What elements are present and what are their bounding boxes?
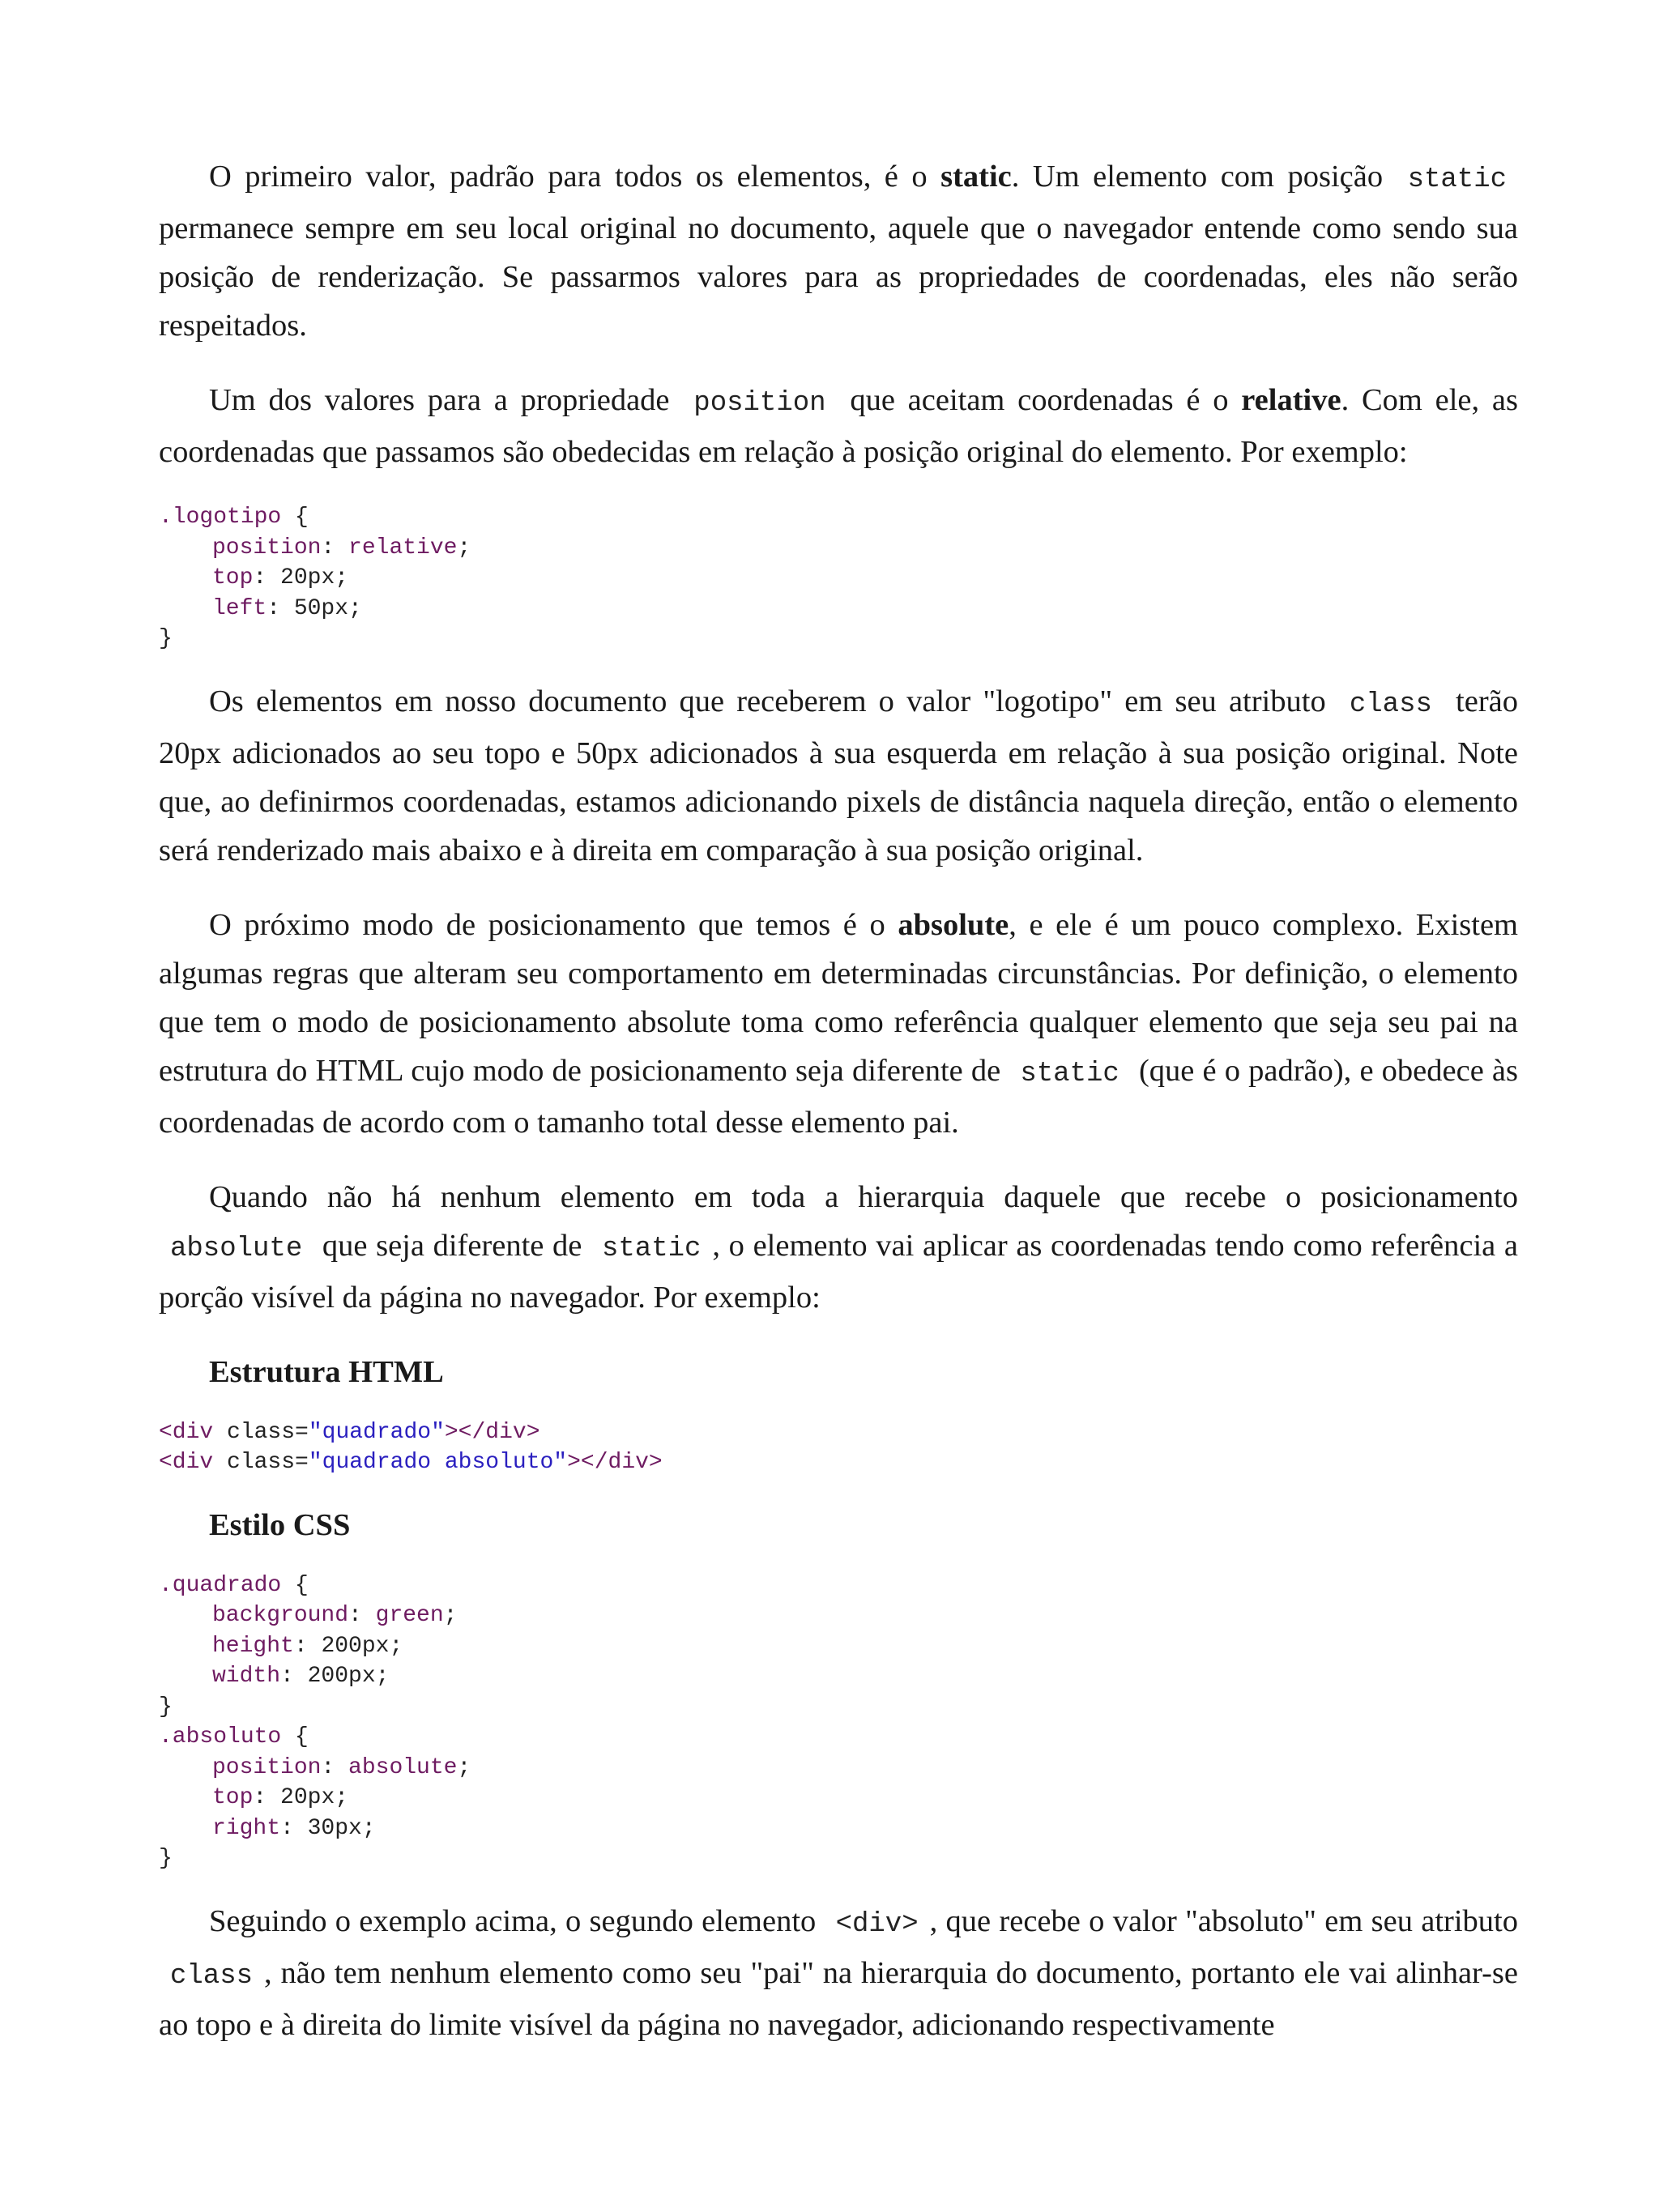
code-line (159, 502, 1518, 533)
css-value: 20px (280, 565, 335, 590)
css-selector: .logotipo (159, 505, 282, 530)
semicolon: ; (457, 535, 471, 560)
html-tag: <div (159, 1450, 214, 1475)
colon: : (267, 595, 294, 621)
code-line (159, 563, 1518, 594)
colon: : (321, 1754, 349, 1780)
attribute-value: "quadrado" (308, 1419, 445, 1445)
css-property: width (212, 1664, 281, 1689)
code-line (159, 1661, 1518, 1692)
text: O próximo modo de posicionamento que temos é o (209, 907, 898, 942)
css-property: background (212, 1603, 349, 1628)
bold-term: static (940, 160, 1012, 194)
semicolon: ; (389, 1633, 403, 1659)
code-line (159, 624, 1518, 654)
text: Seguindo o exemplo acima, o segundo elemento (209, 1903, 825, 1938)
html-tag: ></div> (567, 1450, 663, 1475)
code-line (159, 1813, 1518, 1844)
code-line (159, 1753, 1518, 1784)
css-property: top (212, 565, 254, 590)
inline-code: static (602, 1233, 702, 1264)
semicolon: ; (361, 1815, 376, 1841)
brace: } (159, 1846, 173, 1871)
bold-term: absolute (898, 907, 1009, 942)
colon: : (280, 1815, 308, 1841)
semicolon: ; (443, 1603, 458, 1628)
brace: } (159, 1694, 173, 1720)
brace: { (281, 1572, 309, 1598)
colon: : (321, 535, 349, 560)
brace: { (281, 1724, 309, 1750)
colon: : (348, 1603, 376, 1628)
text: terão 20px adicionados ao seu topo e 50px adicionados à sua esquerda em relação à sua posição original. Note que, ao definirmos coordenadas, estamos adicionando pixels de distância naquela direção, então o elemento será renderizado mais abaixo e à direita em comparação à sua posição original. (159, 684, 1518, 867)
paragraph-relative (159, 376, 1518, 476)
code-block-html (159, 1417, 1518, 1478)
paragraph-absolute (159, 901, 1518, 1147)
colon: : (280, 1664, 308, 1689)
semicolon: ; (335, 1785, 349, 1810)
code-line (159, 1447, 1518, 1478)
text: . Com ele, as coordenadas que passamos são obedecidas em relação à posição original do elemento. Por exemplo: (159, 383, 1518, 469)
code-line (159, 1600, 1518, 1631)
heading-html-structure: Estrutura HTML (209, 1354, 444, 1389)
inline-code: class (1349, 688, 1432, 720)
text: Quando não há nenhum elemento em toda a hierarquia daquele que recebe o posicionamento (209, 1179, 1518, 1214)
text: , não tem nenhum elemento como seu "pai" na hierarquia do documento, portanto ele vai alinhar-se ao topo e à direita do limite visível da página no navegador, adicionando respectivamente (159, 1955, 1518, 2042)
bold-term: relative (1241, 383, 1341, 417)
brace: } (159, 626, 173, 651)
paragraph-example-explanation (159, 1897, 1518, 2049)
css-value: absolute (348, 1754, 458, 1780)
css-property: top (212, 1785, 254, 1810)
paragraph-logotipo-explanation (159, 677, 1518, 875)
inline-code: static (1407, 164, 1507, 195)
code-line (159, 594, 1518, 624)
inline-code: <div> (835, 1908, 919, 1940)
semicolon: ; (335, 565, 349, 590)
css-value: green (375, 1603, 444, 1628)
inline-code: class (170, 1960, 254, 1992)
html-attribute: class= (213, 1419, 309, 1445)
text: que aceitam coordenadas é o (837, 383, 1242, 417)
code-line (159, 533, 1518, 564)
css-value: 50px (293, 595, 349, 621)
inline-code: absolute (170, 1233, 303, 1264)
css-property: right (212, 1815, 281, 1841)
text: Um dos valores para a propriedade (209, 383, 683, 417)
code-line (159, 1571, 1518, 1601)
semicolon: ; (375, 1664, 390, 1689)
code-line (159, 1783, 1518, 1813)
html-tag: <div (159, 1419, 214, 1445)
colon: : (253, 1785, 281, 1810)
text: , o elemento vai aplicar as coordenadas tendo como referência a porção visível da página no navegador. Por exemplo: (159, 1228, 1518, 1315)
paragraph-static (159, 152, 1518, 350)
css-property: height (212, 1633, 294, 1659)
semicolon: ; (457, 1754, 471, 1780)
paragraph-hierarchy (159, 1173, 1518, 1322)
text: que seja diferente de (313, 1228, 591, 1263)
css-value: 200px (321, 1633, 390, 1659)
document-page (159, 152, 1518, 2075)
code-line (159, 1631, 1518, 1662)
code-line (159, 1722, 1518, 1753)
css-value: relative (348, 535, 458, 560)
heading-css-style: Estilo CSS (209, 1507, 351, 1542)
html-tag: ></div> (444, 1419, 540, 1445)
html-attribute: class= (213, 1450, 309, 1475)
code-line (159, 1417, 1518, 1448)
inline-code: static (1020, 1058, 1120, 1089)
colon: : (253, 565, 281, 590)
text: . Um elemento com posição (1011, 160, 1397, 194)
code-line (159, 1843, 1518, 1874)
css-property: left (212, 595, 267, 621)
css-value: 30px (307, 1815, 362, 1841)
css-property: position (212, 535, 322, 560)
text: (que é o padrão), e obedece às coordenadas de acordo com o tamanho total desse elemento pai. (159, 1053, 1519, 1140)
text: O primeiro valor, padrão para todos os elementos, é o (209, 160, 941, 194)
text: , e ele é um pouco complexo. Existem algumas regras que alteram seu comportamento em determinadas circunstâncias. Por definição, o elemento que tem o modo de posicionamento absolute toma como referência qualquer elemento que seja seu pai na estrutura do HTML cujo modo de posicionamento seja diferente de (159, 907, 1518, 1088)
css-selector: .quadrado (159, 1572, 282, 1598)
text: Os elementos em nosso documento que receberem o valor "logotipo" em seu atributo (209, 684, 1338, 718)
colon: : (293, 1633, 322, 1659)
brace: { (281, 505, 309, 530)
css-property: position (212, 1754, 322, 1780)
text: permanece sempre em seu local original no documento, aquele que o navegador entende como sendo sua posição de renderização. Se passarmos valores para as propriedades de coordenadas, eles não serão respeitados. (159, 211, 1518, 343)
css-value: 20px (280, 1785, 335, 1810)
css-value: 200px (307, 1664, 376, 1689)
code-line (159, 1692, 1518, 1723)
attribute-value: "quadrado absoluto" (308, 1450, 568, 1475)
code-block-logotipo (159, 502, 1518, 654)
inline-code: position (693, 388, 826, 419)
semicolon: ; (348, 595, 362, 621)
code-block-css (159, 1571, 1518, 1874)
text: , que recebe o valor "absoluto" em seu atributo (929, 1903, 1518, 1938)
css-selector: .absoluto (159, 1724, 282, 1750)
